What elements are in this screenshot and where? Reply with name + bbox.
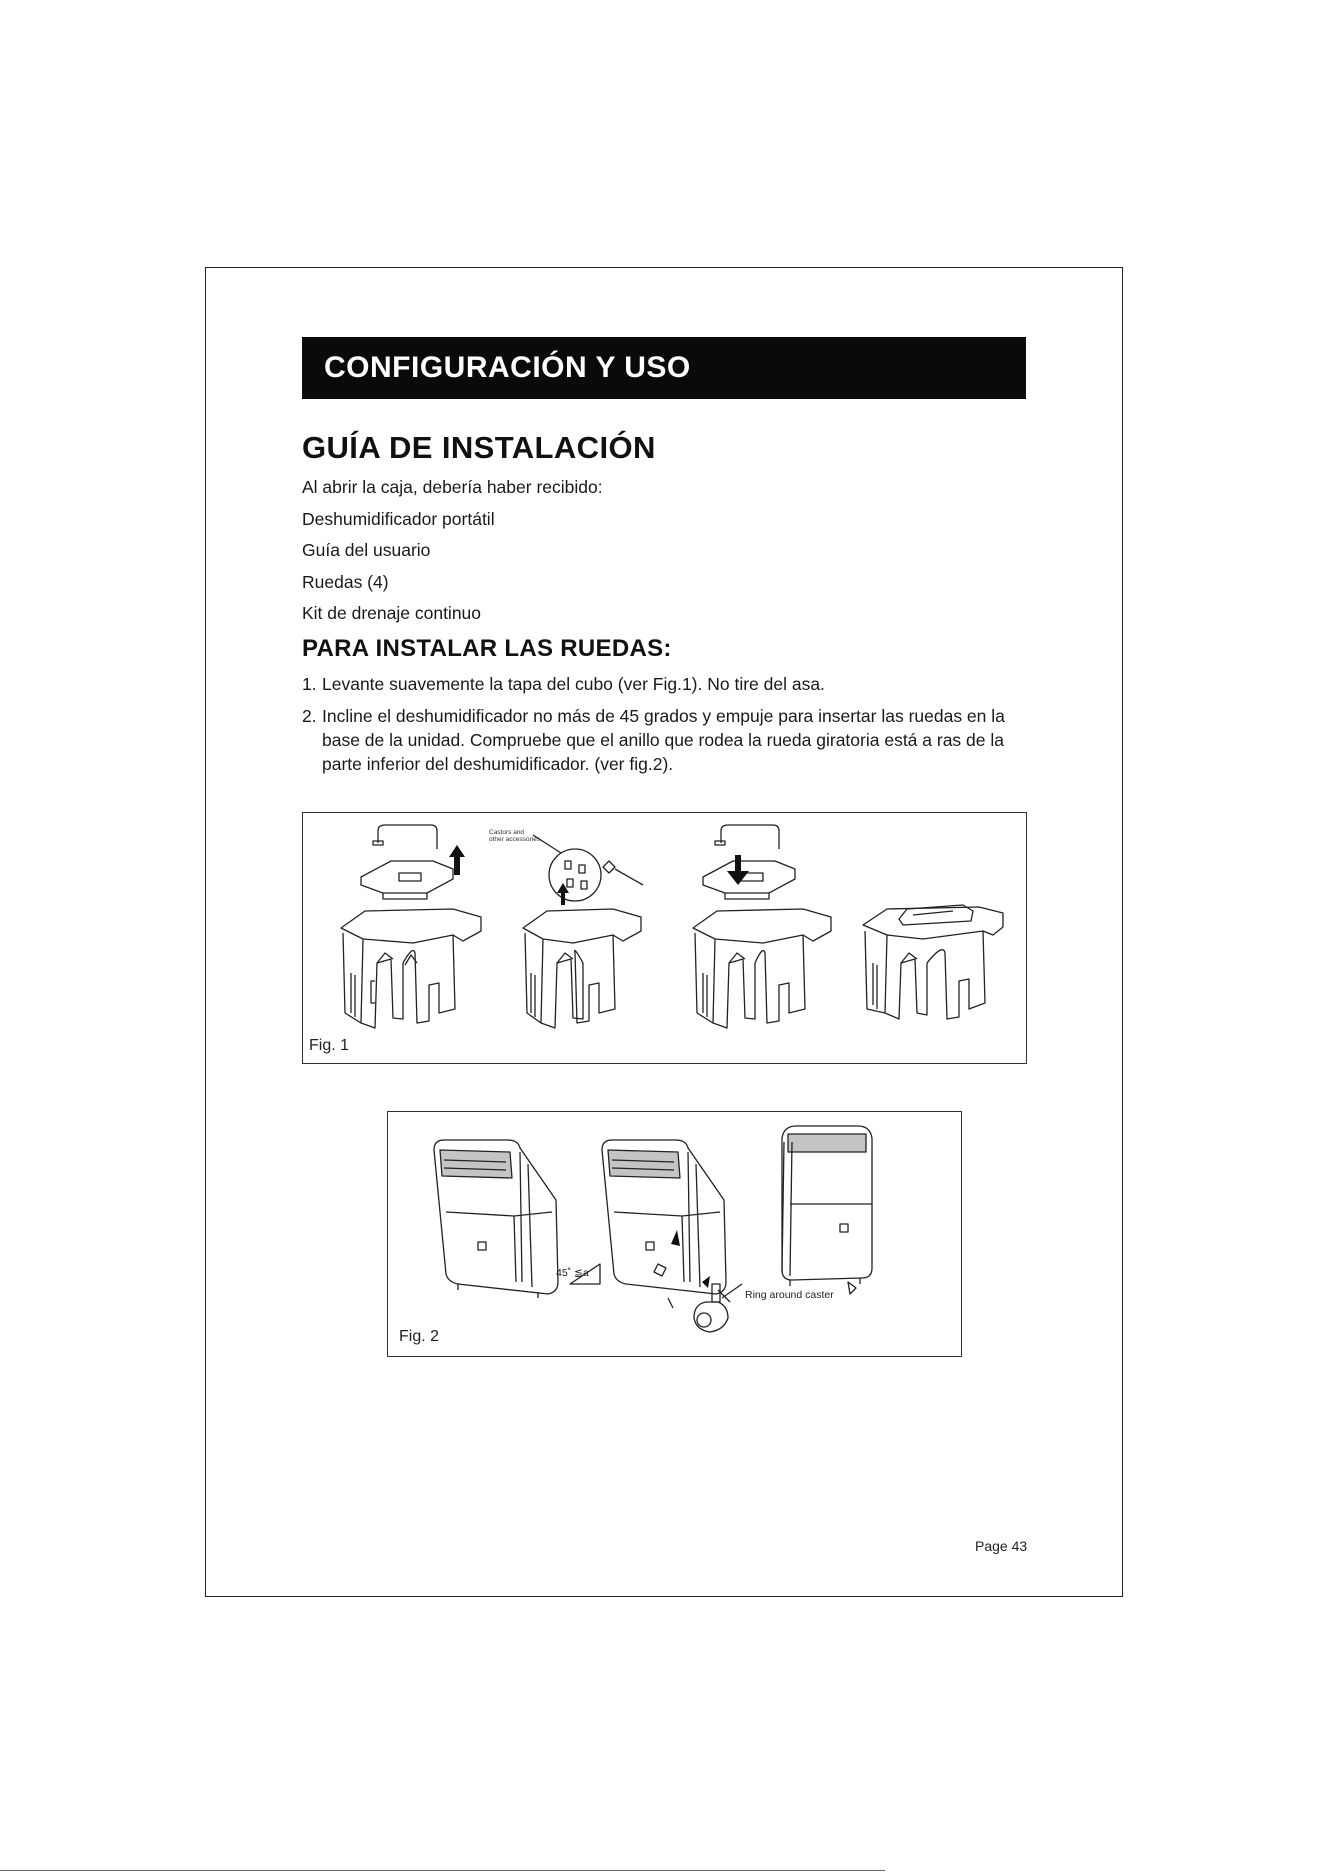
fig2-label: Fig. 2 bbox=[399, 1328, 440, 1345]
intro-text: Al abrir la caja, debería haber recibido: bbox=[302, 477, 603, 497]
angle-label bbox=[556, 1267, 589, 1279]
angle-symbol: ≦a bbox=[574, 1267, 589, 1279]
fig1-label: Fig. 1 bbox=[309, 1037, 350, 1054]
fig2-illustration bbox=[388, 1112, 963, 1358]
fig2-unit-3 bbox=[782, 1126, 872, 1294]
figure-2 bbox=[387, 1111, 962, 1357]
casters-title: PARA INSTALAR LAS RUEDAS: bbox=[302, 635, 672, 662]
step-number: 1. bbox=[302, 674, 317, 694]
fig1-callout bbox=[489, 829, 540, 843]
section-title: CONFIGURACIÓN Y USO bbox=[324, 351, 691, 384]
page-number: Page 43 bbox=[975, 1538, 1028, 1554]
ring-label: Ring around caster bbox=[745, 1289, 834, 1301]
fig1-panel-3 bbox=[693, 825, 831, 1028]
bottom-rule bbox=[0, 1870, 885, 1871]
fig1-panel-2 bbox=[523, 835, 643, 1028]
fig1-panel-4 bbox=[863, 905, 1003, 1019]
step-number: 2. bbox=[302, 706, 317, 726]
list-item: Deshumidificador portátil bbox=[302, 509, 495, 529]
arrow-up-icon bbox=[702, 1276, 710, 1288]
figure-1 bbox=[302, 812, 1027, 1064]
list-item: Guía del usuario bbox=[302, 540, 431, 560]
fig1-illustration bbox=[303, 813, 1028, 1065]
step-1 bbox=[302, 672, 1032, 696]
list-item: Ruedas (4) bbox=[302, 572, 389, 592]
caster-icon bbox=[654, 1264, 742, 1332]
list-item: Kit de drenaje continuo bbox=[302, 603, 482, 623]
arrow-up-icon bbox=[449, 845, 465, 875]
arrow-up-icon bbox=[671, 1230, 680, 1246]
step-text: Levante suavemente la tapa del cubo (ver Fig.1). No tire del asa. bbox=[322, 674, 825, 694]
install-guide-title: GUÍA DE INSTALACIÓN bbox=[302, 430, 656, 465]
step-2 bbox=[302, 704, 1032, 776]
angle-degrees: 45˚ bbox=[556, 1267, 572, 1279]
fig2-unit-1 bbox=[434, 1140, 558, 1298]
fig1-arrows bbox=[449, 845, 749, 905]
section-banner bbox=[302, 337, 1026, 399]
fig1-callout-line: other accessories bbox=[489, 836, 540, 843]
step-text: Incline el deshumidificador no más de 45 grados y empuje para insertar las ruedas en la base de la unidad. Compruebe que el anillo que rodea la rueda giratoria está a ras de la parte inferior del deshumidificador. (ver fig.2). bbox=[322, 706, 1005, 774]
fig1-callout-line: Castors and bbox=[489, 829, 525, 836]
